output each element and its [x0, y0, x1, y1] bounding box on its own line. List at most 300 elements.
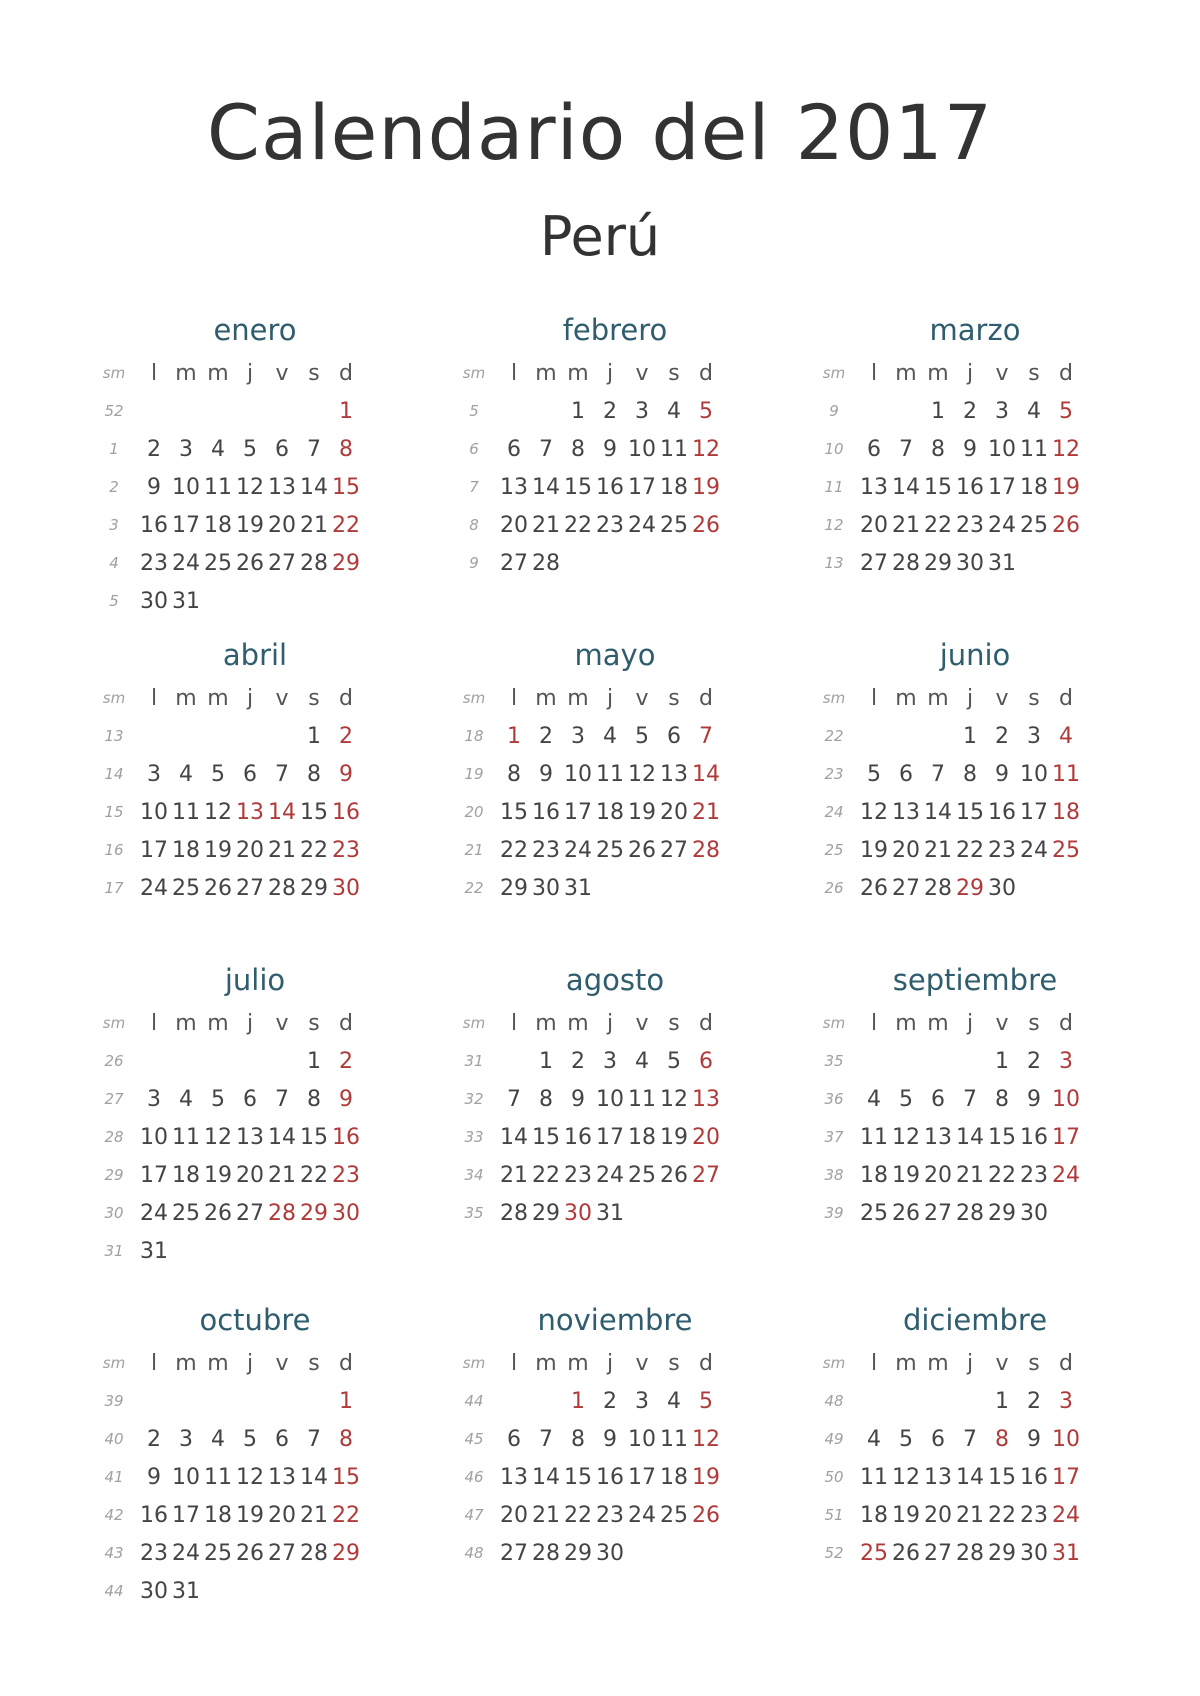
- day-cell: 23: [140, 1540, 168, 1566]
- day-cell: 5: [243, 436, 257, 462]
- day-cell: 31: [172, 588, 200, 614]
- day-cell: 10: [628, 436, 656, 462]
- day-cell: 10: [1020, 761, 1048, 787]
- day-cell: 29: [564, 1540, 592, 1566]
- day-cell: 24: [564, 837, 592, 863]
- week-row: [810, 831, 1082, 869]
- week-number: 23: [824, 765, 844, 783]
- day-cell: 2: [339, 723, 353, 749]
- day-cell: 17: [1052, 1124, 1080, 1150]
- week-row: [810, 1382, 1082, 1420]
- week-number: 44: [104, 1582, 124, 1600]
- day-cell: 23: [1020, 1502, 1048, 1528]
- week-row: [810, 1420, 1082, 1458]
- week-number: 49: [824, 1430, 844, 1448]
- day-cell: 22: [332, 512, 360, 538]
- week-number: 11: [824, 478, 844, 496]
- day-cell: 22: [956, 837, 984, 863]
- empty-day-cell: [690, 869, 722, 907]
- day-cell: 20: [692, 1124, 720, 1150]
- day-cell: 16: [332, 1124, 360, 1150]
- day-cell: 12: [204, 799, 232, 825]
- week-number-header: sm: [462, 1014, 486, 1032]
- weekday-header-row: [90, 679, 362, 717]
- day-cell: 7: [307, 1426, 321, 1452]
- weekday-header: m: [207, 685, 229, 711]
- day-cell: 9: [339, 761, 353, 787]
- month-table: [810, 1004, 1082, 1232]
- week-row: [810, 1194, 1082, 1232]
- day-cell: 7: [307, 436, 321, 462]
- day-cell: 17: [628, 1464, 656, 1490]
- months-grid: [90, 310, 1130, 1650]
- weekday-header: m: [927, 685, 949, 711]
- day-cell: 25: [596, 837, 624, 863]
- day-cell: 7: [275, 761, 289, 787]
- week-row: [450, 831, 722, 869]
- day-cell: 29: [924, 550, 952, 576]
- day-cell: 4: [179, 761, 193, 787]
- weekday-header-row: [450, 354, 722, 392]
- week-row: [90, 1232, 362, 1270]
- month-name: septiembre: [892, 963, 1058, 997]
- empty-day-cell: [530, 1382, 562, 1420]
- day-cell: 24: [140, 1200, 168, 1226]
- empty-day-cell: [170, 1232, 202, 1270]
- day-cell: 25: [660, 1502, 688, 1528]
- day-cell: 9: [339, 1086, 353, 1112]
- week-row: [810, 1042, 1082, 1080]
- day-cell: 24: [988, 512, 1016, 538]
- weekday-header: v: [635, 1010, 649, 1036]
- day-cell: 29: [300, 875, 328, 901]
- month-name: mayo: [574, 638, 656, 672]
- day-cell: 13: [268, 474, 296, 500]
- day-cell: 6: [931, 1426, 945, 1452]
- month-abril: [90, 635, 450, 960]
- day-cell: 11: [660, 436, 688, 462]
- day-cell: 30: [140, 1578, 168, 1604]
- day-cell: 7: [507, 1086, 521, 1112]
- day-cell: 9: [963, 436, 977, 462]
- week-row: [810, 1534, 1082, 1572]
- week-number: 26: [104, 1052, 124, 1070]
- day-cell: 27: [924, 1540, 952, 1566]
- week-row: [810, 1118, 1082, 1156]
- weekday-header: l: [510, 685, 518, 711]
- week-number: 25: [824, 841, 844, 859]
- day-cell: 9: [1027, 1086, 1041, 1112]
- week-number: 15: [104, 803, 124, 821]
- day-cell: 12: [692, 436, 720, 462]
- day-cell: 1: [571, 1388, 585, 1414]
- day-cell: 2: [963, 398, 977, 424]
- day-cell: 11: [660, 1426, 688, 1452]
- weekday-header-row: [450, 679, 722, 717]
- week-number-header: sm: [462, 689, 486, 707]
- day-cell: 17: [564, 799, 592, 825]
- empty-day-cell: [234, 1232, 266, 1270]
- day-cell: 8: [931, 436, 945, 462]
- day-cell: 26: [892, 1540, 920, 1566]
- month-name: febrero: [562, 313, 668, 347]
- day-cell: 4: [211, 1426, 225, 1452]
- weekday-header: d: [1059, 1010, 1073, 1036]
- day-cell: 23: [332, 837, 360, 863]
- weekday-header: s: [1028, 685, 1040, 711]
- weekday-header: v: [995, 360, 1009, 386]
- empty-day-cell: [658, 869, 690, 907]
- day-cell: 9: [539, 761, 553, 787]
- day-cell: 17: [596, 1124, 624, 1150]
- day-cell: 14: [268, 1124, 296, 1150]
- week-row: [90, 1042, 362, 1080]
- day-cell: 12: [892, 1464, 920, 1490]
- week-row: [90, 1118, 362, 1156]
- day-cell: 27: [236, 875, 264, 901]
- day-cell: 10: [988, 436, 1016, 462]
- week-row: [90, 793, 362, 831]
- day-cell: 10: [1052, 1426, 1080, 1452]
- day-cell: 14: [500, 1124, 528, 1150]
- weekday-header: m: [895, 1350, 917, 1376]
- day-cell: 9: [603, 436, 617, 462]
- month-table: [810, 354, 1082, 582]
- day-cell: 30: [988, 875, 1016, 901]
- week-number: 18: [464, 727, 484, 745]
- month-table: [810, 1344, 1082, 1572]
- day-cell: 18: [172, 837, 200, 863]
- day-cell: 23: [564, 1162, 592, 1188]
- weekday-header: m: [535, 685, 557, 711]
- day-cell: 18: [204, 1502, 232, 1528]
- weekday-header: m: [175, 1350, 197, 1376]
- empty-day-cell: [170, 1042, 202, 1080]
- day-cell: 31: [140, 1238, 168, 1264]
- week-row: [450, 869, 722, 907]
- day-cell: 23: [532, 837, 560, 863]
- week-number: 34: [464, 1166, 484, 1184]
- week-row: [90, 1496, 362, 1534]
- day-cell: 24: [628, 512, 656, 538]
- day-cell: 1: [931, 398, 945, 424]
- day-cell: 21: [300, 1502, 328, 1528]
- empty-day-cell: [234, 392, 266, 430]
- month-diciembre: [810, 1300, 1130, 1640]
- week-number-header: sm: [102, 1014, 126, 1032]
- day-cell: 14: [892, 474, 920, 500]
- empty-day-cell: [266, 1232, 298, 1270]
- empty-day-cell: [530, 392, 562, 430]
- day-cell: 2: [995, 723, 1009, 749]
- day-cell: 27: [500, 1540, 528, 1566]
- day-cell: 8: [339, 436, 353, 462]
- day-cell: 6: [243, 761, 257, 787]
- week-row: [810, 468, 1082, 506]
- empty-day-cell: [266, 1572, 298, 1610]
- day-cell: 2: [339, 1048, 353, 1074]
- empty-day-cell: [890, 392, 922, 430]
- day-cell: 14: [532, 1464, 560, 1490]
- day-cell: 4: [867, 1086, 881, 1112]
- day-cell: 30: [956, 550, 984, 576]
- weekday-header: d: [339, 1350, 353, 1376]
- day-cell: 11: [204, 474, 232, 500]
- day-cell: 16: [956, 474, 984, 500]
- day-cell: 11: [1020, 436, 1048, 462]
- day-cell: 3: [1059, 1388, 1073, 1414]
- day-cell: 15: [956, 799, 984, 825]
- day-cell: 5: [667, 1048, 681, 1074]
- day-cell: 10: [172, 1464, 200, 1490]
- day-cell: 10: [140, 1124, 168, 1150]
- day-cell: 24: [628, 1502, 656, 1528]
- day-cell: 26: [236, 550, 264, 576]
- week-number-header: sm: [822, 689, 846, 707]
- day-cell: 1: [963, 723, 977, 749]
- week-number-header: sm: [102, 1354, 126, 1372]
- day-cell: 5: [899, 1086, 913, 1112]
- empty-day-cell: [1050, 544, 1082, 582]
- day-cell: 11: [860, 1464, 888, 1490]
- empty-day-cell: [594, 544, 626, 582]
- week-number: 32: [464, 1090, 484, 1108]
- empty-day-cell: [266, 1382, 298, 1420]
- weekday-header: j: [606, 685, 614, 711]
- week-row: [450, 506, 722, 544]
- day-cell: 3: [603, 1048, 617, 1074]
- day-cell: 6: [667, 723, 681, 749]
- weekday-header: s: [668, 1010, 680, 1036]
- weekday-header: v: [995, 685, 1009, 711]
- empty-day-cell: [330, 582, 362, 620]
- day-cell: 4: [667, 1388, 681, 1414]
- empty-day-cell: [858, 1382, 890, 1420]
- week-number: 22: [824, 727, 844, 745]
- week-row: [450, 1382, 722, 1420]
- empty-day-cell: [626, 1534, 658, 1572]
- empty-day-cell: [922, 1042, 954, 1080]
- day-cell: 15: [332, 474, 360, 500]
- day-cell: 15: [332, 1464, 360, 1490]
- week-number: 1: [109, 440, 119, 458]
- empty-day-cell: [298, 1382, 330, 1420]
- weekday-header: l: [510, 1350, 518, 1376]
- day-cell: 15: [300, 1124, 328, 1150]
- day-cell: 22: [924, 512, 952, 538]
- day-cell: 19: [892, 1162, 920, 1188]
- weekday-header: j: [966, 360, 974, 386]
- weekday-header: j: [246, 1010, 254, 1036]
- month-octubre: [90, 1300, 450, 1640]
- day-cell: 25: [628, 1162, 656, 1188]
- empty-day-cell: [690, 1534, 722, 1572]
- day-cell: 13: [892, 799, 920, 825]
- day-cell: 8: [995, 1086, 1009, 1112]
- day-cell: 25: [860, 1540, 888, 1566]
- week-number-header: sm: [822, 1354, 846, 1372]
- day-cell: 8: [571, 1426, 585, 1452]
- month-name: marzo: [929, 313, 1021, 347]
- weekday-header: d: [1059, 360, 1073, 386]
- day-cell: 28: [500, 1200, 528, 1226]
- empty-day-cell: [658, 1534, 690, 1572]
- weekday-header-row: [810, 679, 1082, 717]
- weekday-header: d: [339, 360, 353, 386]
- empty-day-cell: [594, 869, 626, 907]
- day-cell: 17: [988, 474, 1016, 500]
- day-cell: 13: [236, 799, 264, 825]
- week-number: 2: [109, 478, 119, 496]
- week-number-header: sm: [102, 364, 126, 382]
- day-cell: 2: [571, 1048, 585, 1074]
- empty-day-cell: [562, 544, 594, 582]
- day-cell: 18: [1020, 474, 1048, 500]
- weekday-header-row: [810, 1344, 1082, 1382]
- week-row: [450, 1458, 722, 1496]
- weekday-header: d: [699, 685, 713, 711]
- weekday-header: j: [966, 685, 974, 711]
- day-cell: 3: [571, 723, 585, 749]
- month-table: [90, 679, 362, 907]
- day-cell: 21: [268, 837, 296, 863]
- weekday-header: v: [275, 1350, 289, 1376]
- week-number: 37: [824, 1128, 844, 1146]
- day-cell: 24: [596, 1162, 624, 1188]
- day-cell: 21: [500, 1162, 528, 1188]
- weekday-header: v: [995, 1350, 1009, 1376]
- day-cell: 13: [924, 1124, 952, 1150]
- week-row: [810, 506, 1082, 544]
- weekday-header: m: [567, 685, 589, 711]
- empty-day-cell: [234, 717, 266, 755]
- week-row: [450, 1496, 722, 1534]
- day-cell: 19: [204, 837, 232, 863]
- day-cell: 28: [956, 1200, 984, 1226]
- day-cell: 10: [172, 474, 200, 500]
- day-cell: 19: [236, 1502, 264, 1528]
- week-number: 28: [104, 1128, 124, 1146]
- day-cell: 11: [628, 1086, 656, 1112]
- day-cell: 27: [236, 1200, 264, 1226]
- day-cell: 27: [892, 875, 920, 901]
- week-row: [90, 1420, 362, 1458]
- empty-day-cell: [498, 1042, 530, 1080]
- day-cell: 13: [500, 1464, 528, 1490]
- day-cell: 6: [275, 1426, 289, 1452]
- day-cell: 18: [660, 1464, 688, 1490]
- day-cell: 17: [628, 474, 656, 500]
- day-cell: 28: [924, 875, 952, 901]
- week-row: [450, 1118, 722, 1156]
- empty-day-cell: [138, 1042, 170, 1080]
- day-cell: 21: [268, 1162, 296, 1188]
- empty-day-cell: [234, 1382, 266, 1420]
- day-cell: 12: [892, 1124, 920, 1150]
- day-cell: 26: [236, 1540, 264, 1566]
- weekday-header: j: [606, 1350, 614, 1376]
- day-cell: 4: [211, 436, 225, 462]
- week-number: 8: [469, 516, 479, 534]
- month-name: noviembre: [537, 1303, 693, 1337]
- empty-day-cell: [658, 1194, 690, 1232]
- day-cell: 10: [596, 1086, 624, 1112]
- empty-day-cell: [202, 717, 234, 755]
- day-cell: 20: [500, 512, 528, 538]
- week-number: 19: [464, 765, 484, 783]
- week-number: 13: [824, 554, 844, 572]
- week-row: [90, 1080, 362, 1118]
- week-row: [90, 1572, 362, 1610]
- day-cell: 20: [236, 837, 264, 863]
- day-cell: 26: [204, 1200, 232, 1226]
- day-cell: 23: [596, 1502, 624, 1528]
- empty-day-cell: [202, 392, 234, 430]
- day-cell: 8: [963, 761, 977, 787]
- day-cell: 3: [1059, 1048, 1073, 1074]
- empty-day-cell: [138, 392, 170, 430]
- week-row: [810, 1080, 1082, 1118]
- month-name: junio: [939, 638, 1011, 672]
- day-cell: 15: [988, 1124, 1016, 1150]
- month-table: [450, 1344, 722, 1572]
- day-cell: 5: [635, 723, 649, 749]
- week-number: 52: [104, 402, 124, 420]
- day-cell: 7: [275, 1086, 289, 1112]
- day-cell: 31: [172, 1578, 200, 1604]
- weekday-header: m: [207, 360, 229, 386]
- week-number: 3: [109, 516, 119, 534]
- empty-day-cell: [170, 717, 202, 755]
- day-cell: 24: [140, 875, 168, 901]
- day-cell: 14: [956, 1464, 984, 1490]
- week-number: 7: [469, 478, 479, 496]
- weekday-header: v: [995, 1010, 1009, 1036]
- day-cell: 2: [147, 1426, 161, 1452]
- empty-day-cell: [234, 1572, 266, 1610]
- week-row: [810, 717, 1082, 755]
- week-number: 45: [464, 1430, 484, 1448]
- weekday-header: m: [535, 1350, 557, 1376]
- day-cell: 6: [243, 1086, 257, 1112]
- day-cell: 28: [956, 1540, 984, 1566]
- day-cell: 25: [660, 512, 688, 538]
- weekday-header-row: [810, 354, 1082, 392]
- day-cell: 20: [860, 512, 888, 538]
- week-number: 42: [104, 1506, 124, 1524]
- day-cell: 15: [532, 1124, 560, 1150]
- day-cell: 8: [339, 1426, 353, 1452]
- week-number: 47: [464, 1506, 484, 1524]
- day-cell: 20: [268, 512, 296, 538]
- month-junio: [810, 635, 1130, 960]
- weekday-header: d: [339, 1010, 353, 1036]
- week-row: [90, 392, 362, 430]
- weekday-header: j: [966, 1350, 974, 1376]
- empty-day-cell: [298, 1572, 330, 1610]
- weekday-header: m: [175, 360, 197, 386]
- weekday-header: s: [308, 1010, 320, 1036]
- day-cell: 21: [956, 1162, 984, 1188]
- week-row: [450, 755, 722, 793]
- day-cell: 20: [892, 837, 920, 863]
- week-row: [810, 544, 1082, 582]
- week-row: [450, 468, 722, 506]
- week-row: [90, 506, 362, 544]
- day-cell: 27: [860, 550, 888, 576]
- empty-day-cell: [954, 1382, 986, 1420]
- weekday-header: s: [668, 1350, 680, 1376]
